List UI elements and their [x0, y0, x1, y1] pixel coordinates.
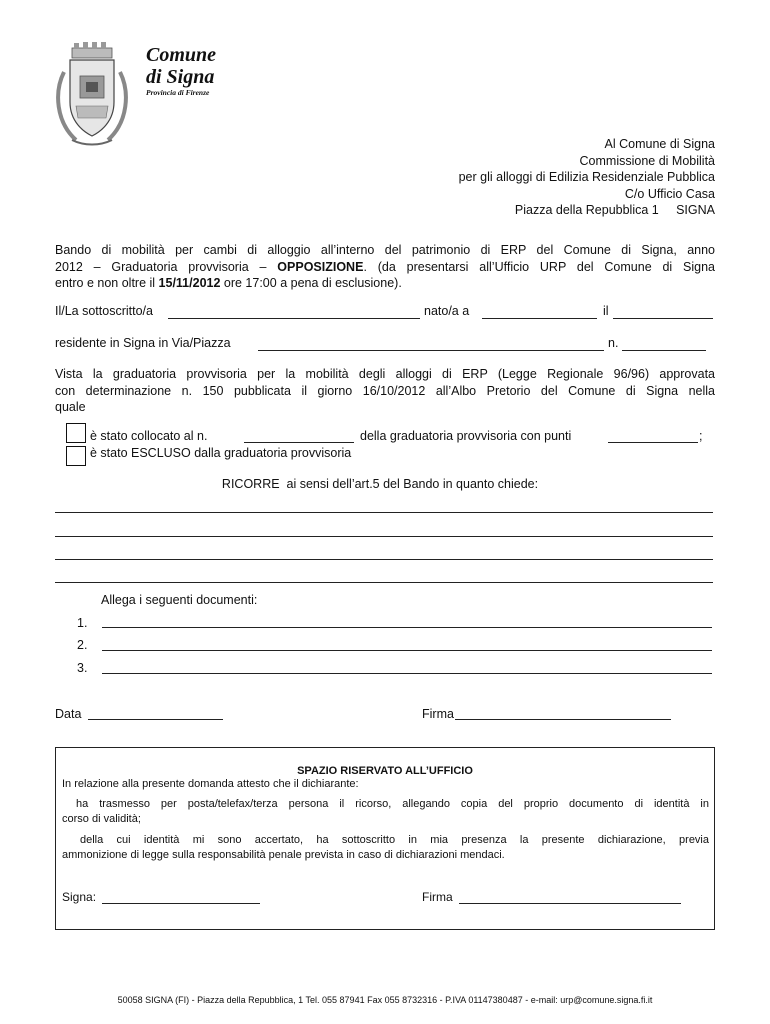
appeal-line[interactable]	[55, 536, 713, 537]
attachment-number: 2.	[77, 638, 88, 652]
ranking-label: della graduatoria provvisoria con punti	[360, 429, 572, 443]
office-option-sent: ha trasmesso per posta/telefax/terza persona il ricorso, allegando copia del proprio documento di identità in corso di validità;	[62, 798, 709, 825]
attachment-field[interactable]	[102, 627, 712, 628]
office-signature-field[interactable]	[459, 903, 681, 904]
intro-paragraph	[55, 242, 715, 292]
intro-line: 2012 – Graduatoria provvisoria – OPPOSIZIONE. (da presentarsi all’Ufficio URP del Comune di Signa	[55, 259, 715, 274]
municipality-name-line2: di Signa	[146, 66, 215, 88]
signature-label: Firma	[422, 707, 454, 721]
attachment-number: 3.	[77, 661, 88, 675]
collocated-checkbox[interactable]	[66, 423, 86, 443]
municipal-crest-icon	[50, 42, 142, 150]
deadline-date: 15/11/2012	[158, 276, 221, 290]
province-label: Provincia di Firenze	[146, 88, 210, 97]
office-place-label: Signa:	[62, 890, 97, 904]
appeal-line[interactable]	[55, 559, 713, 560]
recipient-line: per gli alloggi di Edilizia Residenziale Pubblica	[458, 170, 715, 184]
undersigned-label: Il/La sottoscritto/a	[55, 304, 153, 318]
recipient-line: Commissione di Mobilità	[579, 153, 715, 168]
points-field[interactable]	[608, 442, 698, 443]
vista-paragraph	[55, 366, 715, 416]
house-number-label: n.	[608, 336, 619, 350]
birthplace-field[interactable]	[482, 318, 597, 319]
house-number-field[interactable]	[622, 350, 706, 351]
recipient-address	[459, 136, 715, 219]
date-field[interactable]	[88, 719, 223, 720]
vista-line: con determinazione n. 150 pubblicata il giorno 16/10/2012 all’Albo Pretorio del Comune di Signa nella	[55, 383, 715, 398]
undersigned-field[interactable]	[168, 318, 420, 319]
footer-contacts: 50058 SIGNA (FI) - Piazza della Repubblica, 1 Tel. 055 87941 Fax 055 8732316 - P.IVA 01147380487 - e-mail: urp@comune.signa.fi.it	[117, 995, 653, 1005]
born-label: nato/a a	[424, 304, 470, 318]
birthdate-field[interactable]	[613, 318, 713, 319]
birthdate-label: il	[603, 304, 609, 318]
intro-line: Bando di mobilità per cambi di alloggio all’interno del patrimonio di ERP del Comune di Signa, anno	[55, 243, 715, 257]
collocated-label: è stato collocato al n.	[90, 429, 208, 443]
office-signature-label: Firma	[422, 890, 453, 904]
excluded-checkbox[interactable]	[66, 446, 86, 466]
date-label: Data	[55, 707, 82, 721]
appeal-heading: RICORRE ai sensi dell’art.5 del Bando in quanto chiede:	[221, 477, 539, 491]
ranking-number-field[interactable]	[244, 442, 354, 443]
excluded-label: è stato ESCLUSO dalla graduatoria provvisoria	[90, 446, 352, 460]
attachments-heading: Allega i seguenti documenti:	[101, 593, 258, 607]
intro-line: entro e non oltre il 15/11/2012 ore 17:00 a pena di esclusione).	[55, 276, 402, 290]
appeal-line[interactable]	[55, 582, 713, 583]
opposition-label: OPPOSIZIONE	[277, 259, 364, 274]
attachment-field[interactable]	[102, 673, 712, 674]
municipality-name-line1: Comune	[146, 44, 217, 66]
street-field[interactable]	[258, 350, 604, 351]
vista-line: Vista la graduatoria provvisoria per la mobilità degli alloggi di ERP (Legge Regionale 96/96) approvata	[55, 367, 715, 381]
recipient-line: Al Comune di Signa	[604, 137, 715, 151]
attachment-field[interactable]	[102, 650, 712, 651]
residence-label: residente in Signa in Via/Piazza	[55, 336, 231, 350]
attachment-number: 1.	[77, 616, 88, 630]
recipient-line: Piazza della Repubblica 1 SIGNA	[514, 203, 715, 217]
office-title: SPAZIO RISERVATO ALL’UFFICIO	[297, 765, 473, 777]
office-option-identity: della cui identità mi sono accertato, ha sottoscritto in mia presenza la presente dichiarazione, previa ammonizione di legge sulla responsabilità penale prevista in caso di dichiarazioni mendaci.	[62, 834, 709, 861]
vista-line: quale	[55, 400, 86, 414]
appeal-line[interactable]	[55, 512, 713, 513]
signature-field[interactable]	[455, 719, 671, 720]
office-place-field[interactable]	[102, 903, 260, 904]
recipient-line: C/o Ufficio Casa	[624, 186, 715, 201]
semicolon: ;	[699, 429, 703, 443]
office-attest: In relazione alla presente domanda attesto che il dichiarante:	[62, 778, 359, 790]
